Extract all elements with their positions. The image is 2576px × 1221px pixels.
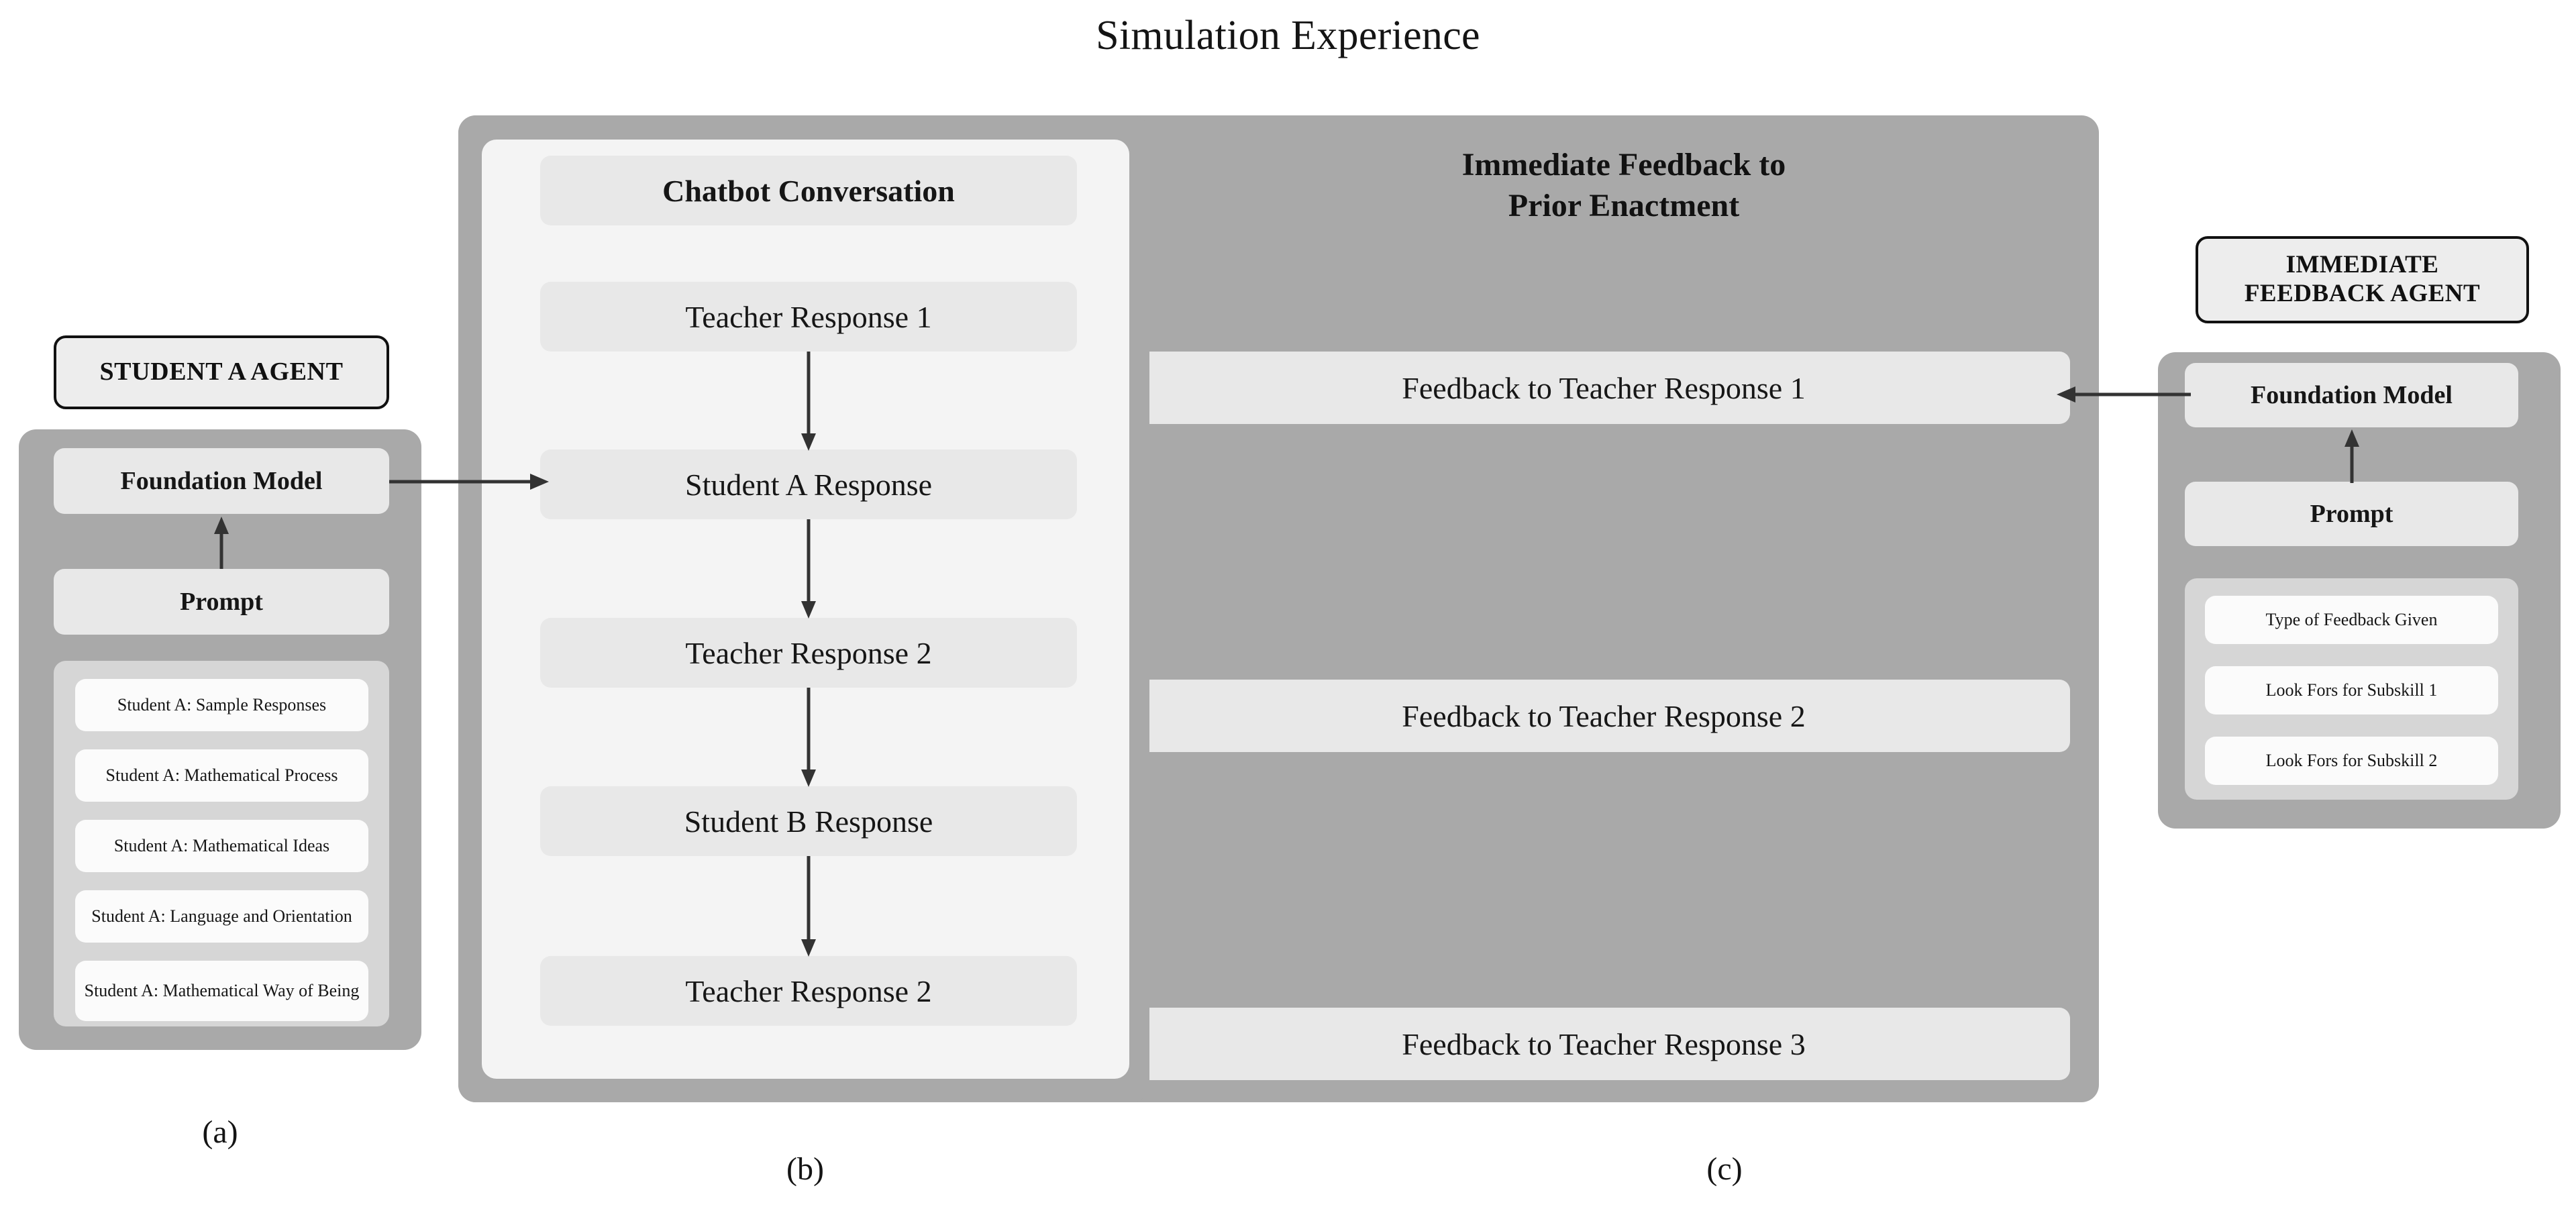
feedback-agent-to-feedback-arrow-icon	[2057, 382, 2191, 407]
chatbot-turn-teacher-3[interactable]: Teacher Response 2	[540, 956, 1077, 1026]
student-agent-prompt-item-3[interactable]: Student A: Mathematical Ideas	[75, 820, 368, 872]
caption-a: (a)	[202, 1114, 238, 1150]
page-title: Simulation Experience	[1096, 13, 1480, 58]
student-agent-foundation-model[interactable]: Foundation Model	[54, 448, 389, 514]
feedback-agent-prompt-item-3[interactable]: Look Fors for Subskill 2	[2205, 737, 2498, 785]
feedback-agent-prompt-item-2[interactable]: Look Fors for Subskill 1	[2205, 666, 2498, 714]
student-agent-prompt-item-4[interactable]: Student A: Language and Orientation	[75, 890, 368, 943]
caption-c: (c)	[1706, 1151, 1743, 1187]
feedback-item-3[interactable]: Feedback to Teacher Response 3	[1137, 1008, 2070, 1080]
feedback-agent-badge-line2: FEEDBACK AGENT	[2244, 280, 2481, 307]
student-agent-prompt[interactable]: Prompt	[54, 569, 389, 635]
feedback-agent-foundation-model[interactable]: Foundation Model	[2185, 363, 2518, 427]
feedback-agent-prompt-arrow-icon	[2340, 429, 2363, 483]
immediate-feedback-heading	[1141, 144, 2107, 227]
chatbot-turn-teacher-1[interactable]: Teacher Response 1	[540, 282, 1077, 352]
immediate-feedback-heading-line1: Immediate Feedback to	[1461, 147, 1786, 182]
chatbot-turn-student-b[interactable]: Student B Response	[540, 786, 1077, 856]
immediate-feedback-heading-line2: Prior Enactment	[1508, 188, 1740, 224]
chatbot-heading: Chatbot Conversation	[540, 156, 1077, 225]
chatbot-arrow-4-icon	[795, 856, 822, 958]
feedback-item-1[interactable]: Feedback to Teacher Response 1	[1137, 352, 2070, 424]
feedback-agent-badge-line1: IMMEDIATE	[2285, 251, 2439, 279]
chatbot-arrow-2-icon	[795, 519, 822, 620]
student-agent-prompt-item-1[interactable]: Student A: Sample Responses	[75, 679, 368, 731]
caption-b: (b)	[786, 1151, 824, 1187]
feedback-agent-badge	[2196, 236, 2529, 323]
chatbot-turn-student-a[interactable]: Student A Response	[540, 449, 1077, 519]
student-agent-prompt-arrow-icon	[210, 517, 233, 569]
feedback-item-2[interactable]: Feedback to Teacher Response 2	[1137, 680, 2070, 752]
feedback-agent-prompt[interactable]: Prompt	[2185, 482, 2518, 546]
student-agent-to-chatbot-arrow-icon	[389, 470, 550, 494]
student-agent-prompt-item-2[interactable]: Student A: Mathematical Process	[75, 749, 368, 802]
chatbot-arrow-3-icon	[795, 688, 822, 788]
feedback-agent-prompt-item-1[interactable]: Type of Feedback Given	[2205, 596, 2498, 644]
student-agent-badge: STUDENT A AGENT	[54, 335, 389, 409]
student-agent-prompt-item-5[interactable]: Student A: Mathematical Way of Being	[75, 961, 368, 1021]
chatbot-turn-teacher-2[interactable]: Teacher Response 2	[540, 618, 1077, 688]
chatbot-arrow-1-icon	[795, 352, 822, 452]
